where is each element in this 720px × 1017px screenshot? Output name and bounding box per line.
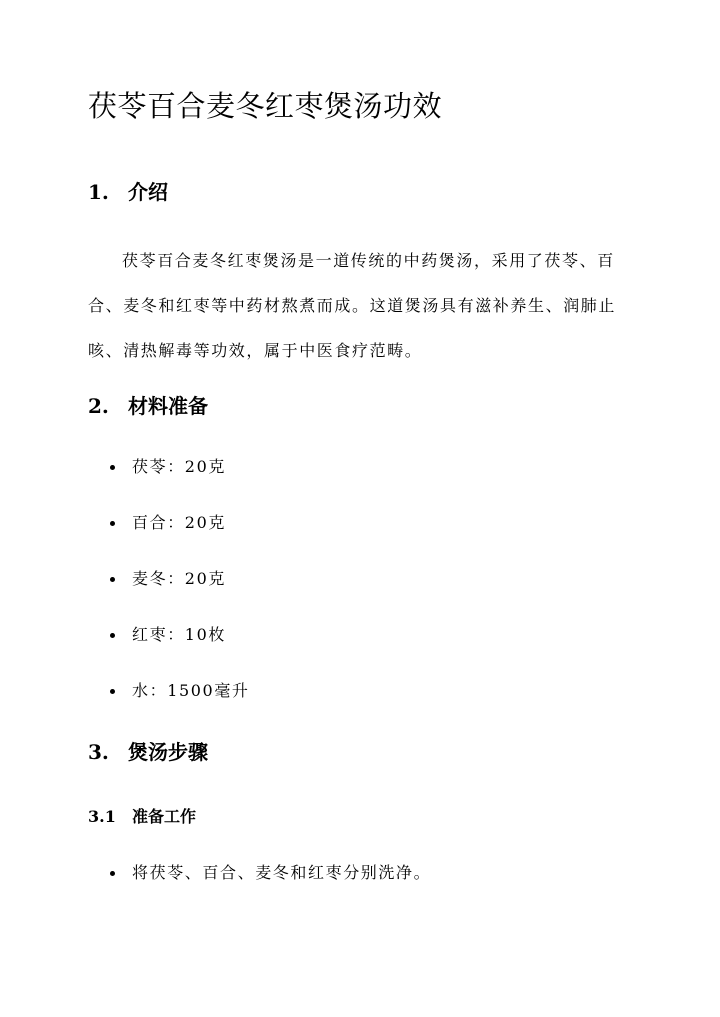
preparation-steps-list <box>88 861 431 917</box>
section-heading-steps <box>88 736 208 765</box>
bullet-dot-icon <box>110 465 115 470</box>
list-item <box>88 861 431 917</box>
list-item <box>88 455 250 511</box>
section-title: 介绍 <box>128 180 168 204</box>
list-item-text: 将茯苓、百合、麦冬和红枣分别洗净。 <box>132 863 432 882</box>
section-heading-materials <box>88 390 208 419</box>
list-item-text: 百合：20克 <box>132 513 226 532</box>
section-title: 材料准备 <box>128 394 208 418</box>
document-title: 茯苓百合麦冬红枣煲汤功效 <box>88 89 443 123</box>
bullet-dot-icon <box>110 633 115 638</box>
subsection-heading-preparation <box>88 804 196 827</box>
subsection-title: 准备工作 <box>132 807 197 826</box>
bullet-dot-icon <box>110 521 115 526</box>
section-number: 2. <box>88 394 109 418</box>
section-title: 煲汤步骤 <box>128 740 208 764</box>
list-item-text: 麦冬：20克 <box>132 569 226 588</box>
section-heading-intro <box>88 176 168 205</box>
intro-paragraph: 茯苓百合麦冬红枣煲汤是一道传统的中药煲汤，采用了茯苓、百合、麦冬和红枣等中药材熬煮而成。这道煲汤具有滋补养生、润肺止咳、清热解毒等功效，属于中医食疗范畴。 <box>88 251 617 360</box>
list-item <box>88 511 250 567</box>
bullet-dot-icon <box>110 689 115 694</box>
bullet-dot-icon <box>110 577 115 582</box>
list-item <box>88 623 250 679</box>
subsection-number: 3.1 <box>88 807 116 826</box>
list-item-text: 红枣：10枚 <box>132 625 226 644</box>
list-item-text: 茯苓：20克 <box>132 457 226 476</box>
materials-list <box>88 455 250 735</box>
list-item <box>88 679 250 735</box>
section-number: 1. <box>88 180 109 204</box>
section-number: 3. <box>88 740 109 764</box>
list-item-text: 水：1500毫升 <box>132 681 250 700</box>
list-item <box>88 567 250 623</box>
bullet-dot-icon <box>110 871 115 876</box>
